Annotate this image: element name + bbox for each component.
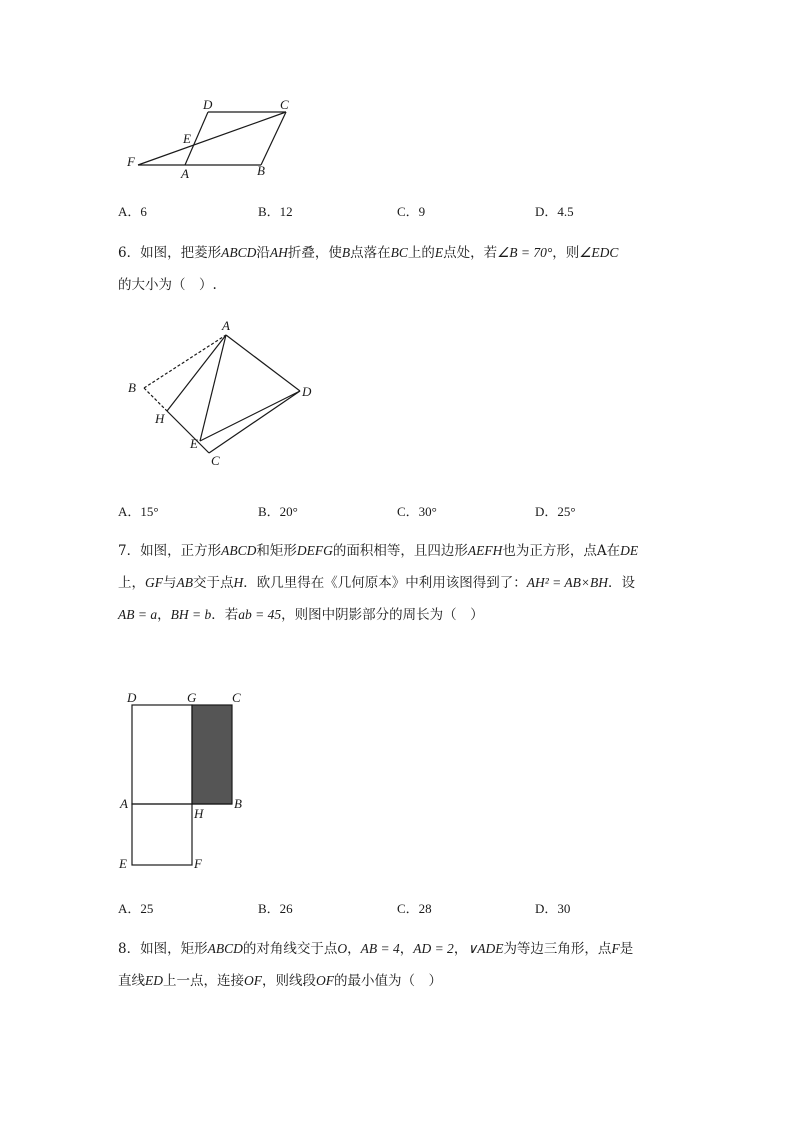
q6-label-a: A (222, 318, 230, 333)
q5-label-e: E (183, 131, 191, 146)
q6-option-b[interactable]: B．20° (258, 504, 298, 519)
q7-shaded-rectangle (192, 705, 232, 804)
q7-square-aefh (132, 804, 192, 865)
q7-option-b[interactable]: B．26 (258, 901, 293, 916)
q6-option-c[interactable]: C．30° (397, 504, 437, 519)
q6-label-b: B (128, 380, 136, 395)
q5-option-a[interactable]: A．6 (118, 204, 147, 219)
q6-label-d: D (302, 384, 312, 399)
q7-option-d[interactable]: D．30 (535, 901, 571, 916)
q7-option-a[interactable]: A．25 (118, 901, 154, 916)
q5-option-d[interactable]: D．4.5 (535, 204, 574, 219)
q6-segment-cd (209, 391, 300, 453)
q6-figure (120, 315, 325, 475)
q7-label-d: D (127, 690, 137, 705)
q7-rectangle-dgha (132, 705, 192, 804)
q7-stem-line3: AB = a，BH = b．若ab = 45，则图中阴影部分的周长为（ ） (118, 607, 484, 623)
q6-dashed-ba (144, 335, 226, 388)
q7-label-g: G (187, 690, 197, 705)
q7-label-e: E (119, 856, 127, 871)
q5-label-b: B (257, 163, 265, 178)
q7-label-f: F (194, 856, 202, 871)
q8-stem-line1: 8．如图，矩形ABCD的对角线交于点O，AB = 4，AD = 2，∨ADE为等边三角形，点F是 (118, 941, 634, 957)
q6-segment-ed (200, 391, 300, 441)
q6-label-c: C (211, 453, 220, 468)
q5-label-a: A (181, 166, 189, 181)
q5-label-c: C (280, 97, 289, 112)
q6-dashed-bh (144, 388, 167, 411)
q6-option-d[interactable]: D．25° (535, 504, 576, 519)
q7-label-h: H (194, 806, 204, 821)
q5-segment-fc (138, 112, 286, 165)
q6-segment-ad (226, 335, 300, 391)
q7-figure (112, 686, 257, 876)
q7-label-a: A (120, 796, 128, 811)
q7-stem-line2: 上，GF与AB交于点H．欧几里得在《几何原本》中利用该图得到了：AH² = AB×BH．设 (118, 575, 636, 591)
q5-label-d: D (203, 97, 213, 112)
q7-option-c[interactable]: C．28 (397, 901, 432, 916)
q6-stem-line2: 的大小为（ ）. (118, 277, 217, 293)
q5-option-b[interactable]: B．12 (258, 204, 293, 219)
q6-label-e: E (190, 436, 198, 451)
q8-stem-line2: 直线ED上一点，连接OF，则线段OF的最小值为（ ） (118, 973, 442, 989)
q5-option-c[interactable]: C．9 (397, 204, 426, 219)
q6-label-h: H (155, 411, 165, 426)
q5-label-f: F (127, 154, 135, 169)
q6-option-a[interactable]: A．15° (118, 504, 159, 519)
q6-stem-line1: 6．如图，把菱形ABCD沿AH折叠，使B点落在BC上的E点处，若∠B = 70°，则∠EDC (118, 245, 619, 261)
q7-stem-line1: 7．如图，正方形ABCD和矩形DEFG的面积相等，且四边形AEFH也为正方形，点A在DE (118, 543, 639, 559)
q5-figure (110, 92, 310, 184)
q7-label-b: B (234, 796, 242, 811)
q7-label-c: C (232, 690, 241, 705)
